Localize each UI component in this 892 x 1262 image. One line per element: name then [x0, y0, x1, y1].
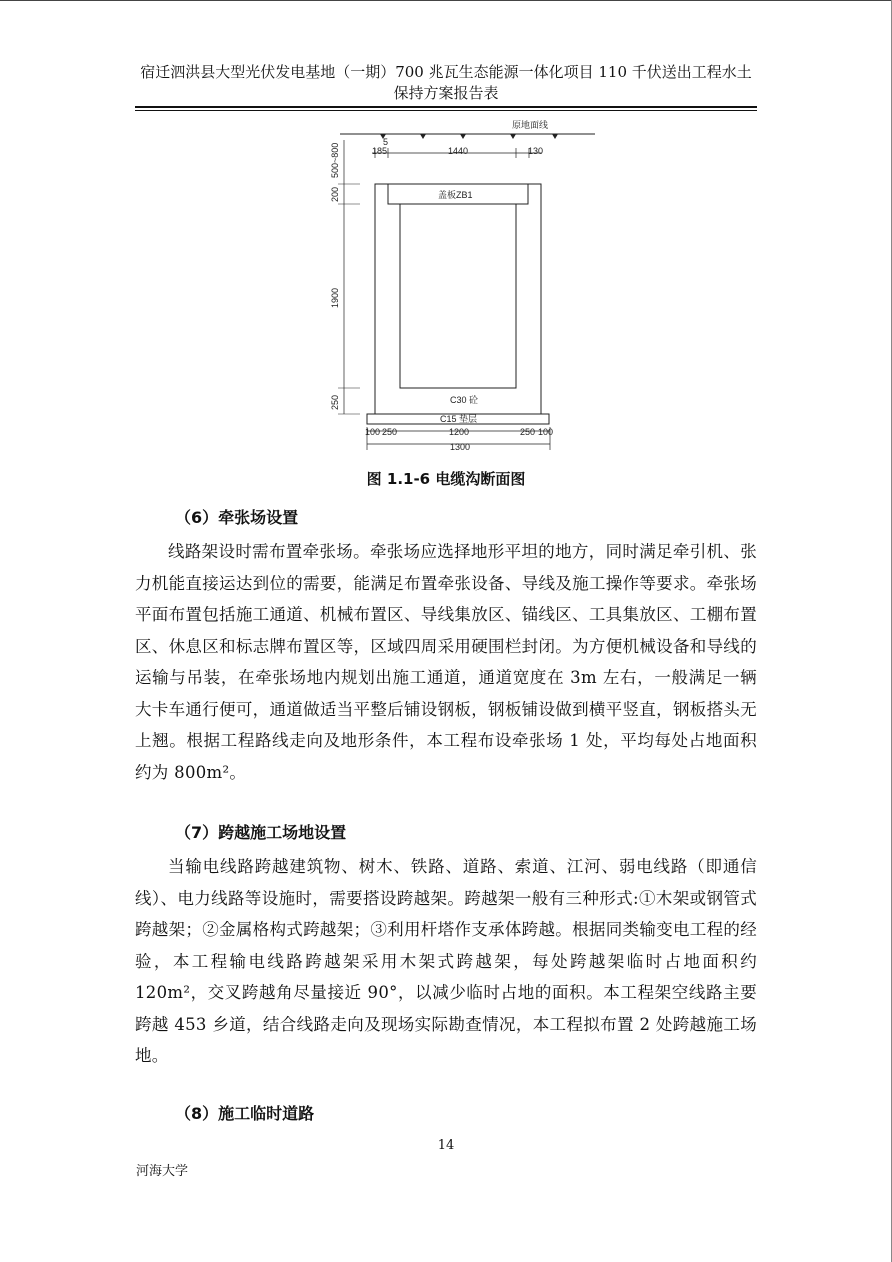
dim-top-185: 185: [372, 146, 388, 156]
ground-line-label: 原地面线: [512, 120, 549, 130]
page-number: 14: [437, 1138, 455, 1153]
figure-caption: 图 1.1-6 电缆沟断面图: [366, 470, 526, 488]
header-line-1: 宿迁泗洪县大型光伏发电基地（一期）700 兆瓦生态能源一体化项目 110 千伏送出工程水土: [140, 63, 752, 81]
dim-v-250: 250: [330, 394, 340, 410]
ground-hatch-marks: [380, 134, 558, 139]
dim-v-200: 200: [330, 186, 340, 202]
dim-bottom-250b: 250: [520, 427, 536, 437]
page-top-border: [0, 0, 892, 1]
dim-bottom-1300: 1300: [450, 442, 471, 452]
cover-plate-label: 盖板ZB1: [438, 190, 473, 200]
cable-trench-diagram: [320, 118, 610, 458]
c15-label: C15 垫层: [440, 414, 478, 424]
section-7-title: （7）跨越施工场地设置: [175, 823, 347, 842]
header-rule-thick: [135, 106, 757, 108]
dim-bottom-100a: 100: [365, 427, 381, 437]
dim-bottom-250a: 250: [382, 427, 398, 437]
running-header: [135, 62, 757, 104]
dim-bottom-100b: 100: [538, 427, 554, 437]
trench-inner-cavity: [400, 204, 516, 388]
section-6-title: （6）牵张场设置: [175, 508, 299, 527]
dim-bottom-1200: 1200: [449, 427, 470, 437]
cable-trench-svg: [320, 118, 610, 458]
dim-top-5: 5: [383, 137, 389, 147]
dim-top-1440: 1440: [448, 146, 469, 156]
dim-v-500-800: 500~800: [330, 142, 340, 178]
section-8-title: （8）施工临时道路: [175, 1104, 315, 1123]
header-rule-thin: [135, 110, 757, 111]
c30-label: C30 砼: [450, 395, 479, 405]
header-line-2: 保持方案报告表: [393, 84, 499, 102]
footer-institution: 河海大学: [136, 1164, 189, 1179]
dim-v-1900: 1900: [330, 287, 340, 308]
dim-top-130: 130: [528, 146, 544, 156]
section-6-paragraph: 线路架设时需布置牵张场。牵张场应选择地形平坦的地方，同时满足牵引机、张力机能直接运达到位的需要，能满足布置牵张设备、导线及施工操作等要求。牵张场平面布置包括施工通道、机械布置区、导线集放区、锚线区、工具集放区、工棚布置区、休息区和标志牌布置区等，区域四周采用硬围栏封闭。为方便机械设备和导线的运输与吊装，在牵张场地内规划出施工通道，通道宽度在 3m 左右，一般满足一辆大卡车通行便可，通道做适当平整后铺设钢板，钢板铺设做到横平竖直，钢板搭头无上翘。根据工程路线走向及地形条件，本工程布设牵张场 1 处，平均每处占地面积约为 800m²。: [135, 542, 757, 782]
section-7-paragraph: 当输电线路跨越建筑物、树木、铁路、道路、索道、江河、弱电线路（即通信线）、电力线路等设施时，需要搭设跨越架。跨越架一般有三种形式:①木架或钢管式跨越架；②金属格构式跨越架；③利用杆塔作支承体跨越。根据同类输变电工程的经验，本工程输电线路跨越架采用木架式跨越架，每处跨越架临时占地面积约 120m²，交叉跨越角尽量接近 90°，以减少临时占地的面积。本工程架空线路主要跨越 453 乡道，结合线路走向及现场实际勘查情况，本工程拟布置 2 处跨越施工场地。: [135, 857, 757, 1065]
